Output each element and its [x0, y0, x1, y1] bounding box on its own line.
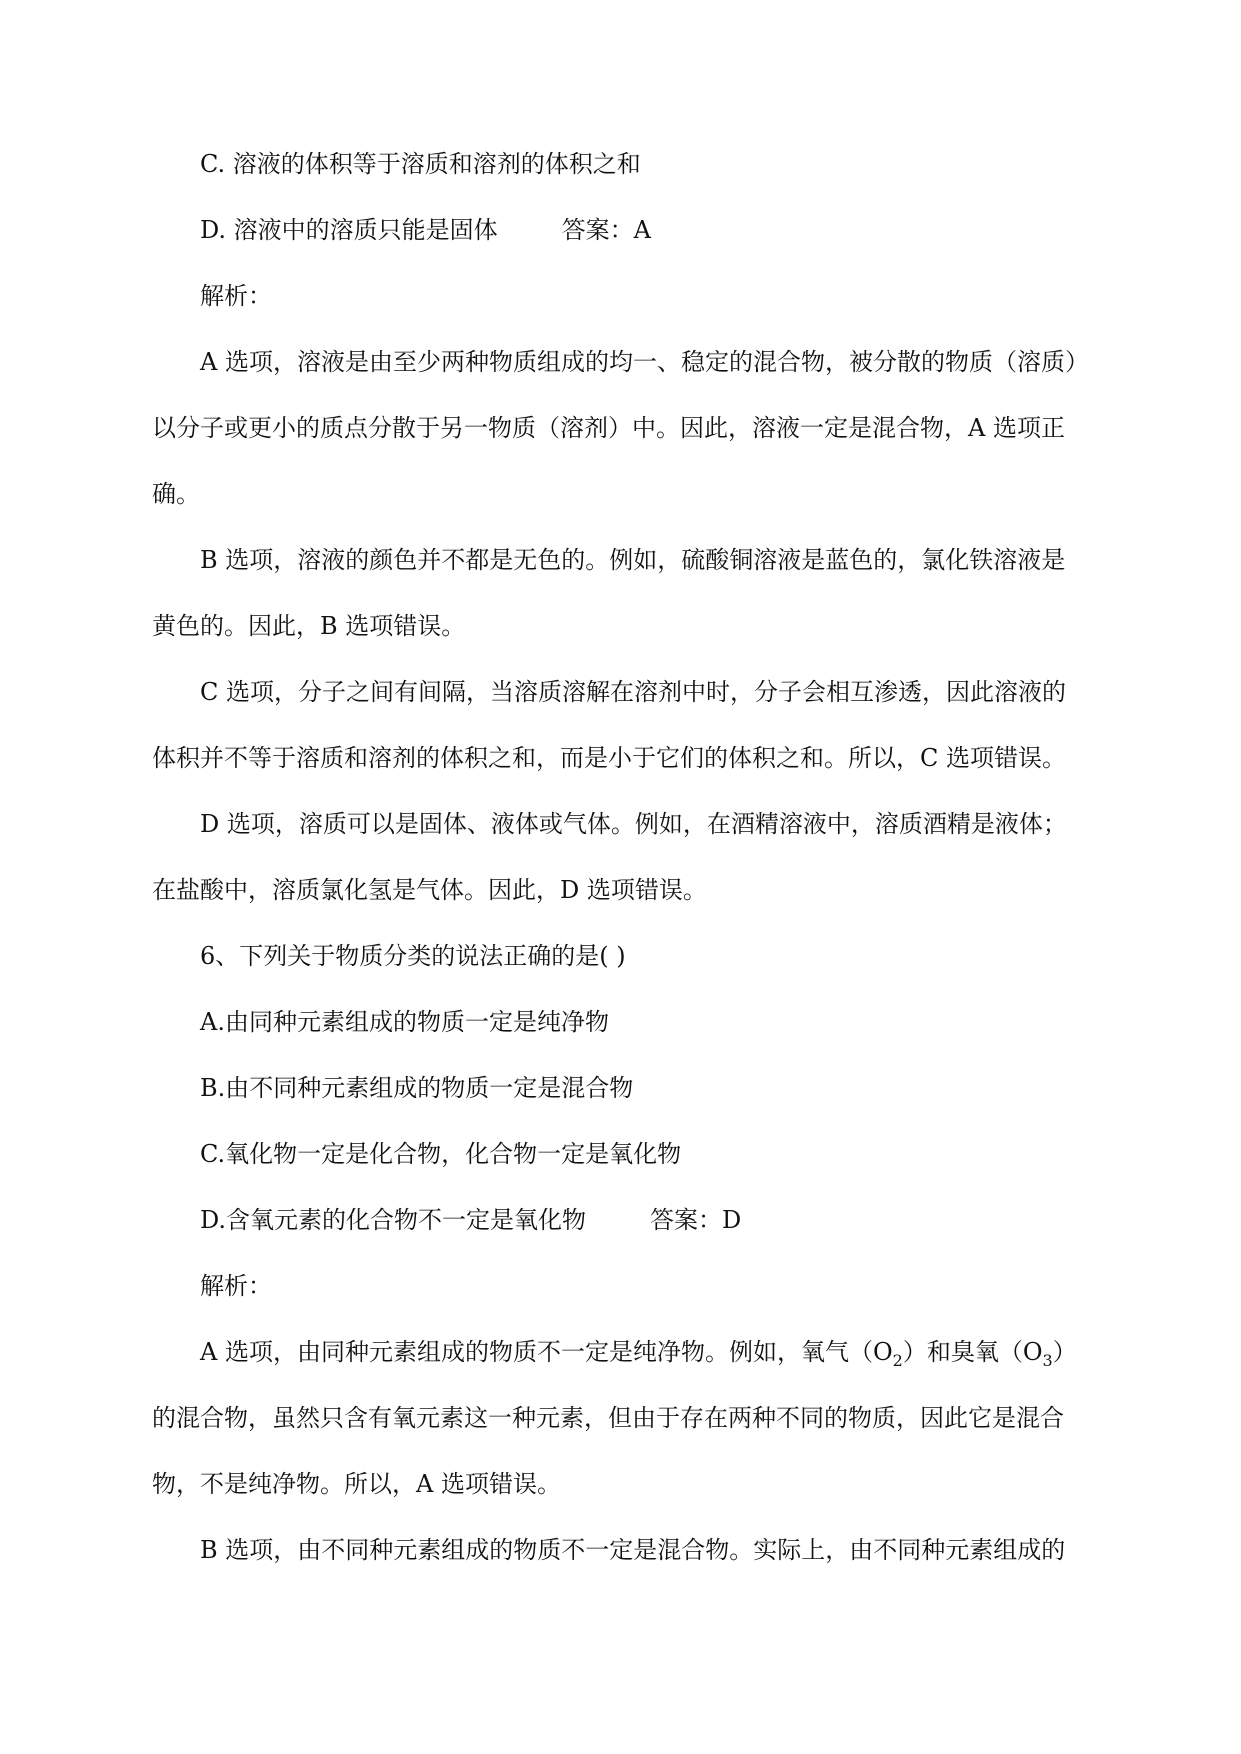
- q6-answer: 答案：D: [650, 1206, 742, 1234]
- q5-para-d-line-2: 在盐酸中，溶质氯化氢是气体。因此，D 选项错误。: [152, 876, 707, 904]
- q5-para-c-line-2: 体积并不等于溶质和溶剂的体积之和，而是小于它们的体积之和。所以，C 选项错误。: [152, 744, 1066, 772]
- q5-para-a-line-1: A 选项，溶液是由至少两种物质组成的均一、稳定的混合物，被分散的物质（溶质）: [200, 348, 1089, 376]
- q5-para-b-line-2: 黄色的。因此，B 选项错误。: [152, 612, 466, 640]
- q6-para-a-line-3: 物，不是纯净物。所以，A 选项错误。: [152, 1470, 561, 1498]
- q6-option-d: D.含氧元素的化合物不一定是氧化物: [200, 1206, 587, 1234]
- o2-subscript: 2: [892, 1351, 903, 1370]
- q6-para-a-line-1: [200, 1336, 1077, 1368]
- q5-para-a-line-3: 确。: [152, 480, 200, 508]
- q6-para-a-text-2: ）和臭氧（O: [902, 1338, 1043, 1366]
- q6-option-d-line: [200, 1204, 741, 1236]
- q5-para-d-line-1: D 选项，溶质可以是固体、液体或气体。例如，在酒精溶液中，溶质酒精是液体；: [200, 810, 1067, 838]
- q5-para-a-line-2: 以分子或更小的质点分散于另一物质（溶剂）中。因此，溶液一定是混合物，A 选项正: [152, 414, 1065, 442]
- q6-question: 6、下列关于物质分类的说法正确的是( ): [200, 942, 626, 970]
- q5-option-c: C. 溶液的体积等于溶质和溶剂的体积之和: [200, 150, 641, 178]
- q5-analysis-label: 解析：: [200, 282, 272, 310]
- q6-option-a: A.由同种元素组成的物质一定是纯净物: [200, 1008, 609, 1036]
- q6-analysis-label: 解析：: [200, 1272, 272, 1300]
- o3-subscript: 3: [1042, 1351, 1053, 1370]
- q5-para-b-line-1: B 选项，溶液的颜色并不都是无色的。例如，硫酸铜溶液是蓝色的，氯化铁溶液是: [200, 546, 1066, 574]
- q6-option-c: C.氧化物一定是化合物，化合物一定是氧化物: [200, 1140, 682, 1168]
- q5-para-c-line-1: C 选项，分子之间有间隔，当溶质溶解在溶剂中时，分子会相互渗透，因此溶液的: [200, 678, 1066, 706]
- q5-answer: 答案：A: [561, 216, 651, 244]
- q6-para-a-line-2: 的混合物，虽然只含有氧元素这一种元素，但由于存在两种不同的物质，因此它是混合: [152, 1404, 1064, 1432]
- q6-para-b-line-1: B 选项，由不同种元素组成的物质不一定是混合物。实际上，由不同种元素组成的: [200, 1536, 1066, 1564]
- q6-para-a-text-1: A 选项，由同种元素组成的物质不一定是纯净物。例如，氧气（O: [200, 1338, 893, 1366]
- q6-option-b: B.由不同种元素组成的物质一定是混合物: [200, 1074, 634, 1102]
- q5-option-d-line: [200, 214, 651, 246]
- q5-option-d: D. 溶液中的溶质只能是固体: [200, 216, 498, 244]
- q6-para-a-text-3: ）: [1052, 1338, 1077, 1366]
